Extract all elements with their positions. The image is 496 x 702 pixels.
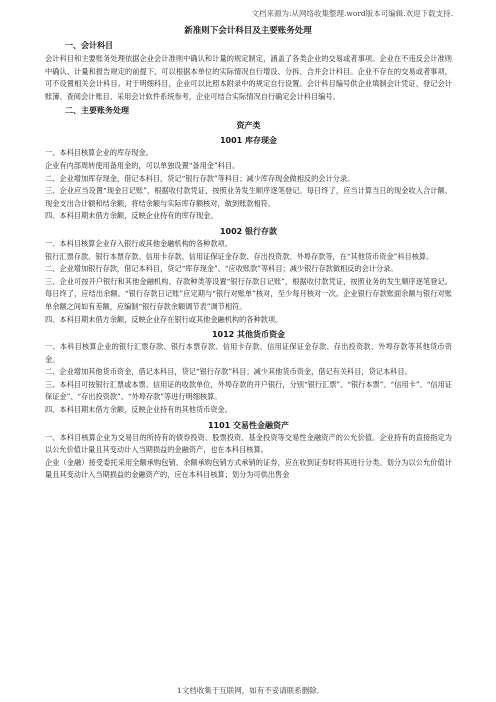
category-heading-assets: 资产类	[236, 121, 261, 131]
section-paragraph: 会计科目和主要账务处理依据企业会计准则中确认和计量的规定制定，涵盖了各类企业的交易或者事项。企业在不违反会计准则中确认、计量和报告规定的前提下，可以根据本单位的实际情况自行增设、分拆、合并会计科目。企业不存在的交易或者事项，可不设置相关会计科目。对于明细科目，企业可以比照本附录中的规定自行设置。会计科目编号供企业填制会计凭证、登记会计账簿、查阅会计账目、采用会计软件系统参考，企业可结合实际情况自行确定会计科目编号。	[45, 54, 452, 101]
source-note: 文档来源为:从网络收集整理.word版本可编辑.欢迎下载支持.	[251, 9, 453, 18]
account-heading-1002: 1002 银行存款	[219, 226, 278, 236]
section-heading-processing: 二、主要账务处理	[65, 106, 129, 116]
paragraph: 四、本科目期末借方余额，反映企业持有的其他货币资金。	[45, 405, 232, 415]
paragraph: 企业（金融）接受委托采用全额承购包销、余额承购包销方式承销的证券，应在收到证券时将其进行分类。划分为以公允价值计量且其变动计入当期损益的金融资产的，应在本科目核算；划分为可供出售金	[45, 457, 452, 480]
page-footer: 1文档收集于互联网，如有不妥请联系删除.	[176, 686, 320, 695]
paragraph: 三、企业可按开户银行和其他金融机构、存款种类等设置“银行存款日记账”，根据收付款凭证，按照业务的发生顺序逐笔登记。每日终了，应结出余额。“银行存款日记账”应定期与“银行对账单”核对，至少每月核对一次。企业银行存款账面余额与银行对账单余额之间如有差额，应编制“银行存款余额调节表”调节相符。	[45, 276, 452, 311]
document-body	[45, 38, 452, 482]
paragraph: 一、本科目核算企业的银行汇票存款、银行本票存款、信用卡存款、信用证保证金存款、存出投资款、外埠存款等其他货币资金。	[45, 342, 452, 364]
paragraph: 二、企业增加库存现金，借记本科目，贷记“银行存款”等科目；减少库存现金做相反的会计分录。	[45, 173, 355, 183]
paragraph: 四、本科目期末借方余额，反映企业持有的库存现金。	[45, 211, 218, 221]
paragraph: 二、企业增加其他货币资金，借记本科目，贷记“银行存款”科目；减少其他货币资金，借记有关科目，贷记本科目。	[45, 367, 412, 377]
account-heading-1012: 1012 其他货币资金	[211, 330, 286, 340]
paragraph: 一、本科目核算企业为交易目的所持有的债券投资、股票投资、基金投资等交易性金融资产的公允价值。企业持有的直接指定为以公允价值计量且其变动计入当期损益的金融资产，也在本科目核算。	[45, 432, 452, 455]
account-heading-1101: 1101 交易性金融资产	[207, 420, 290, 430]
paragraph: 三、本科目可按银行汇票或本票、信用证的收款单位，外埠存款的开户银行，分别“银行汇票”、“银行本票”、“信用卡”、“信用证保证金”、“存出投资款”、“外埠存款”等进行明细核算。	[45, 379, 452, 402]
section-heading-accounts: 一、会计科目	[65, 41, 113, 50]
paragraph: 企业有内部周转使用备用金的，可以单独设置“备用金”科目。	[45, 160, 240, 170]
paragraph: 二、企业增加银行存款，借记本科目，贷记“库存现金”、“应收账款”等科目；减少银行存款做相反的会计分录。	[45, 264, 398, 274]
account-heading-1001: 1001 库存现金	[219, 136, 278, 146]
paragraph: 一、本科目核算企业存入银行或其他金融机构的各种款项。	[45, 238, 232, 248]
paragraph: 银行汇票存款、银行本票存款、信用卡存款、信用证保证金存款、存出投资款、外埠存款等，在“其他货币资金”科目核算。	[45, 251, 434, 261]
paragraph: 四、本科目期末借方余额，反映企业存在银行或其他金融机构的各种款项。	[45, 314, 283, 324]
paragraph: 三、企业应当设置“现金日记账”，根据收付款凭证，按照业务发生顺序逐笔登记。每日终了，应当计算当日的现金收入合计额、现金支出合计额和结余额，将结余额与实际库存额核对，做到账款相符。	[45, 186, 452, 208]
document-title: 新准则下会计科目及主要账务处理	[184, 26, 312, 36]
paragraph: 一、本科目核算企业的库存现金。	[45, 148, 153, 158]
